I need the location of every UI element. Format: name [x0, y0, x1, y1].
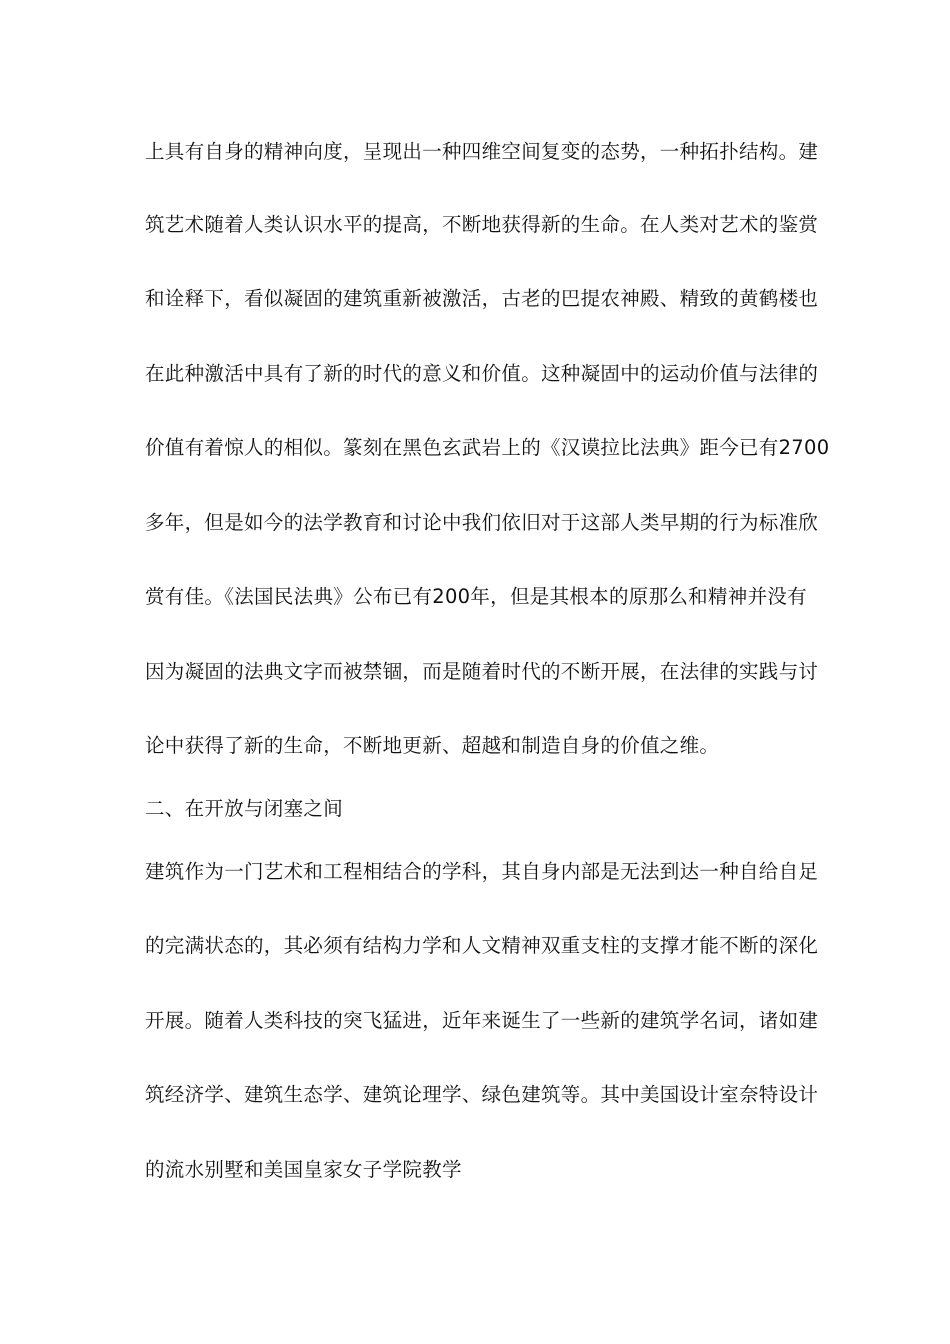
paragraph-line: 筑艺术随着人类认识水平的提高，不断地获得新的生命。在人类对艺术的鉴赏: [145, 213, 819, 236]
paragraph-line: 上具有自身的精神向度，呈现出一种四维空间复变的态势，一种拓扑结构。建: [145, 140, 819, 163]
paragraph-line: 的流水别墅和美国皇家女子学院教学: [145, 1158, 462, 1181]
paragraph-line: 多年，但是如今的法学教育和讨论中我们依旧对于这部人类早期的行为标准欣: [145, 511, 819, 534]
paragraph-line: 价值有着惊人的相似。篆刻在黑色玄武岩上的《汉谟拉比法典》距今已有2700: [145, 436, 830, 459]
paragraph-line: 在此种激活中具有了新的时代的意义和价值。这种凝固中的运动价值与法律的: [145, 362, 819, 385]
paragraph-line: 和诠释下，看似凝固的建筑重新被激活，古老的巴提农神殿、精致的黄鹤楼也: [145, 287, 819, 310]
paragraph-line: 赏有佳。《法国民法典》公布已有200年，但是其根本的原那么和精神并没有: [145, 585, 807, 608]
paragraph-line: 开展。随着人类科技的突飞猛进，近年来诞生了一些新的建筑学名词，诸如建: [145, 1009, 819, 1032]
paragraph-line: 的完满状态的，其必须有结构力学和人文精神双重支柱的支撑才能不断的深化: [145, 934, 819, 957]
paragraph-line: 建筑作为一门艺术和工程相结合的学科，其自身内部是无法到达一种自给自足: [145, 860, 819, 883]
section-heading: 二、在开放与闭塞之间: [145, 797, 344, 820]
paragraph-line: 论中获得了新的生命，不断地更新、超越和制造自身的价值之维。: [145, 734, 720, 757]
paragraph-line: 因为凝固的法典文字而被禁锢，而是随着时代的不断开展，在法律的实践与讨: [145, 660, 819, 683]
paragraph-line: 筑经济学、建筑生态学、建筑论理学、绿色建筑等。其中美国设计室奈特设计: [145, 1083, 819, 1106]
